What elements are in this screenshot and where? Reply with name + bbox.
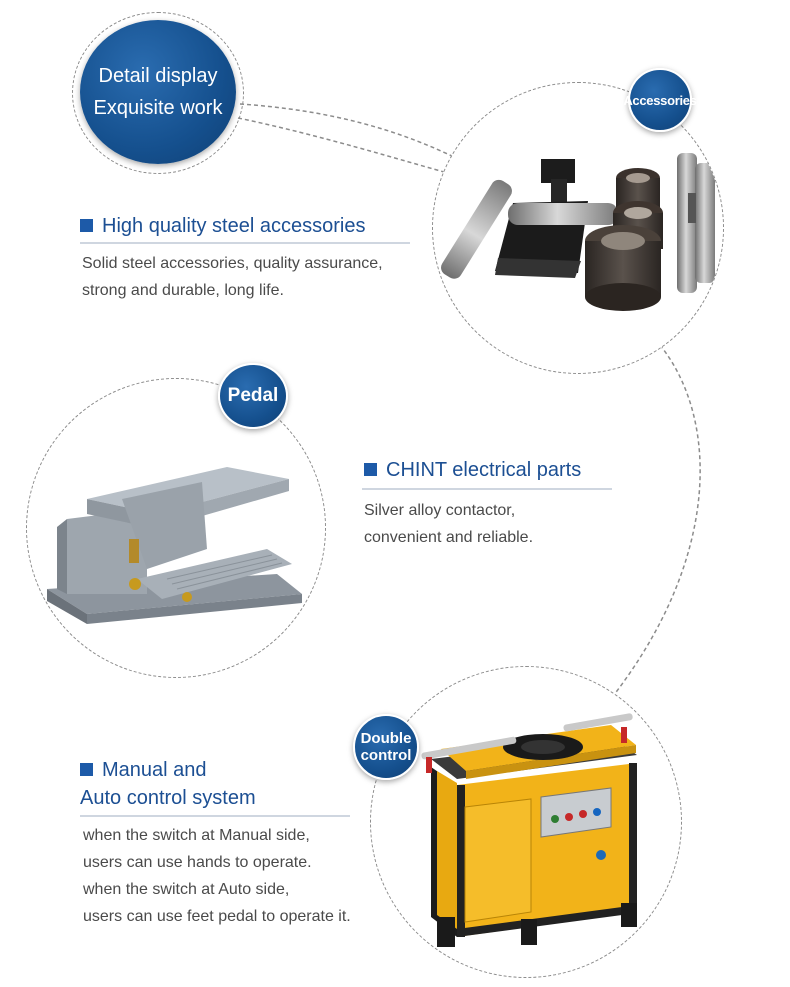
pedal-title-rule xyxy=(362,488,612,490)
accessories-image-circle xyxy=(432,82,724,374)
pedal-badge-label: Pedal xyxy=(227,385,279,406)
accessories-title xyxy=(80,212,365,240)
hero-badge xyxy=(80,20,236,164)
pedal-description: Silver alloy contactor, convenient and reliable. xyxy=(364,502,534,546)
foot-pedal-image xyxy=(27,379,325,677)
pedal-image-circle xyxy=(26,378,326,678)
title-bullet-square xyxy=(364,463,377,476)
hero-line-1: Detail display xyxy=(98,65,218,87)
double-control-badge xyxy=(353,714,419,780)
title-bullet-square xyxy=(80,763,93,776)
badge-line-1: Double xyxy=(360,730,412,747)
accessories-description: Solid steel accessories, quality assurance, strong and durable, long life. xyxy=(82,255,383,299)
control-title-rule xyxy=(80,815,350,817)
accessories-title-rule xyxy=(80,242,410,244)
control-title-line-1: Manual and xyxy=(102,759,207,781)
control-description: when the switch at Manual side, users can use hands to operate. when the switch at Auto side, users can use feet pedal to operate it. xyxy=(83,827,351,925)
pedal-badge xyxy=(218,363,288,429)
pedal-title-text: CHINT electrical parts xyxy=(386,459,582,481)
hero-line-2: Exquisite work xyxy=(93,97,223,119)
badge-line-2: control xyxy=(360,747,412,764)
accessories-badge-label: Accessories xyxy=(623,92,697,108)
control-title-line-2: Auto control system xyxy=(80,787,256,809)
rebar-bending-machine-image xyxy=(371,667,681,977)
accessories-badge xyxy=(623,68,697,132)
steel-accessories-image xyxy=(433,83,723,373)
pedal-title xyxy=(364,456,581,484)
accessories-title-text: High quality steel accessories xyxy=(102,215,366,237)
title-bullet-square xyxy=(80,219,93,232)
control-title xyxy=(80,756,256,812)
machine-image-circle xyxy=(370,666,682,978)
